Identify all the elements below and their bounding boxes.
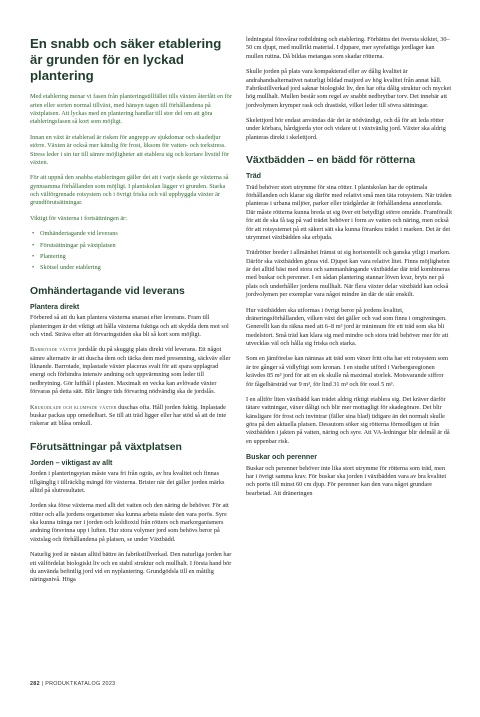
list-item: • Omhändertagande vid leverans bbox=[30, 230, 234, 238]
page-footer bbox=[30, 681, 115, 687]
list-item: • Skötsel under etablering bbox=[30, 264, 234, 272]
right-column bbox=[246, 36, 452, 505]
body-paragraph: Buskar och perenner behöver inte lika stort utrymme för rötterna som träd, men har i övrigt samma krav. För buskar ska jorden i växtbädden vara av bra kvalitet och porös till minst 60 cm djup. För perenner kan den vara något grundare bearbetad. Att dräneringen bbox=[246, 464, 447, 497]
body-paragraph: Hur växtbädden ska utformas i övrigt beror på jordens kvalitet, dräneringsförhållanden, vilken växt det gäller och vad som finns i omgivningen. Generellt kan du räkna med att 6–8 m³ jord är minimum för ett träd som ska bli medelstort. Små träd kan klara sig med mindre och stora träd behöver mer för att utvecklas väl och hålla sig friska och starka. bbox=[246, 306, 449, 347]
catalog-label: PRODUKTKATALOG 2023 bbox=[45, 681, 116, 687]
body-paragraph: Skelettjord bör endast användas där det är nödvändigt, och då för att leda rötter under körbara, hårdgjorda ytor och vidare ut i växtvänlig jord. Växter ska aldrig planteras direkt i skelettjord. bbox=[246, 117, 446, 141]
body-text: duschas ofta. Håll jorden fuktig. Inplastade buskar packas upp omedelbart. Se till att träd ligger eller har stöd så att de inte riskerar att blåsa omkull. bbox=[30, 403, 227, 428]
body-text: jordslår du på skuggig plats direkt vid leverans. Ett något sämre alternativ är att duscha dem och täcka dem med presenning, säckväv eller liknande. Barrotade, inplastade växter placeras svalt för att spara upplagrad energi och förhindra intensiv andning och uppvärmning som leder till nedbrytning. Gör lufthål i plasten. Maximalt en vecka kan avlövade växter förvaras på detta sätt. Blir längre tids förvaring nödvändig ska de jordslås. bbox=[30, 346, 231, 396]
page-title: En snabb och säker etablering är grunden för en lyckad plantering bbox=[30, 36, 222, 84]
body-paragraph bbox=[30, 346, 234, 396]
page-number: 282 bbox=[30, 681, 40, 687]
subsection-heading: Plantera direkt bbox=[30, 302, 80, 311]
body-paragraph: Jorden i planteringsytan måste vara fri från ogräs, av bra kvalitet och finnas tillgänglig i tillräcklig mängd för växterna. Brister när det gäller jorden märks alltid på slutresultatet. bbox=[30, 470, 225, 494]
body-paragraph: Träd behöver stort utrymme för sina rötter. I plantskolan har de optimala förhållanden och klarar sig därför med relativt små men täta rotsystem. När träden planteras i urbana miljöer, parker eller trädgårdar är förhållandena annorlunda. Där måste rötterna kunna breda ut sig över ett betydligt större område. Framförallt för att de ska få tag på vad trädet behöver i form av vatten och näring, men också för att rotsystemet på ett säkert sätt ska kunna förankra trädet i marken. Det är det utrymmet växtbädden ska erbjuda. bbox=[246, 183, 453, 241]
section-heading: Omhändertagande vid leverans bbox=[30, 285, 185, 297]
intro-paragraph: Viktigt för växterna i fortsättningen är: bbox=[30, 214, 127, 222]
run-in-heading: Krukodlade och klumpade växter bbox=[30, 403, 117, 411]
body-paragraph: I en alltför liten växtbädd kan trädet aldrig riktigt etablera sig. Det kräver därför tätare vattningar, växer dåligt och blir mer mottagligt för skadegörare. Det blir känsligare för frost och invintrar (fäller sina blad) tidigare än det normalt skulle göra på den aktuella platsen. Dessutom söker sig rötterna förmodligen ut från växtbädden i jakten på vatten, näring och syre. Att VA-ledningar blir delmål är då en uppenbar risk. bbox=[246, 395, 450, 445]
subsection-heading: Buskar och perenner bbox=[246, 453, 317, 462]
section-heading: Växtbädden – en bädd för rötterna bbox=[246, 155, 416, 167]
body-paragraph: Jorden ska förse växterna med allt det vatten och den näring de behöver. För att rötter och alla jordens organismer ska kunna arbeta måste den vara porös. Syre ska kunna tränga ner i jorden och koldioxid från rötters och markorganismers andning försvinna upp i luften. Hur stora volymer jord som behövs beror på växtslag och förhållandena på platsen, se under Växtbädd. bbox=[30, 502, 229, 543]
body-paragraph: Förbered så att du kan plantera växterna snarast efter leverans. Fram till planteringen är det viktigt att hålla växterna fuktiga och att skydda dem mot sol och vind. Sträva efter att förvaringstiden ska bli så kort som möjligt. bbox=[30, 314, 229, 338]
footer-separator: | bbox=[41, 681, 46, 687]
bullet-list bbox=[30, 230, 234, 273]
intro-paragraph: För att uppnå den snabba etableringen gäller det att i varje skede ge växterna så gynnsamma förhållanden som möjligt. I plantskolan lägger vi grunden. Starka och välförgrenade rotsystem och i övrigt friska och väl uppbyggda växter är grundförutsättningar. bbox=[30, 174, 229, 207]
body-paragraph: Som en jämförelse kan nämnas att träd som växer fritt ofta har ett rotsystem som är tre gånger så vidlyftigt som kronan. I en studie utförd i Varbergsregionen krävdes 85 m³ jord för att en ek skulle nå maximal storlek. Motsvarande siffror för fågelbärsträd var 9 m³, för lind 31 m³ och för oxel 5 m³. bbox=[246, 355, 449, 388]
list-item: • Förutsättningar på växtplatsen bbox=[30, 242, 234, 250]
body-paragraph: Skulle jorden på plats vara kompakterad eller av dålig kvalitet är andrahandsalternativet naturligt bildad matjord av hög kvalitet från annat håll. Fabrikstillverkad jord saknar biologiskt liv, den har ofta dålig struktur och mycket hög mullhalt. Mullen består som regel av snabbt nedbrytbar torv. Det innebär att jordvolymen krymper rask och drastiskt, vilket leder till sövra sättningar. bbox=[246, 68, 452, 109]
body-paragraph: Naturlig jord är nästan alltid bättre än fabrikstillverkad. Den naturliga jorden har ett välfördelat biologiskt liv och en stabil struktur och mullhalt. I första hand bör du använda befintlig jord vid en nyplantering. Grundgödsla till en måttlig näringsnivå. Höga bbox=[30, 551, 232, 584]
subsection-heading: Jorden – viktigast av allt bbox=[30, 458, 113, 467]
intro-paragraph: Innan en växt är etablerad är risken för angrepp av sjukdomar och skadedjur större. Växten är också mer känslig för frost, liksom för vatten- och torkstress. Stress leder i sin tur till sämre möjligheter att etablera sig och kortare livstid för växten. bbox=[30, 133, 229, 166]
body-paragraph bbox=[30, 404, 234, 429]
section-heading: Förutsättningar på växtplatsen bbox=[30, 441, 182, 453]
run-in-heading: Barrotade växter bbox=[30, 346, 77, 354]
subsection-heading: Träd bbox=[246, 172, 261, 181]
list-item: • Plantering bbox=[30, 253, 234, 261]
body-paragraph: Trädrötter breder i allmänhet främst ut sig horisontellt och ganska ytligt i marken. Därför ska växtbädden göras vid. Djupet kan vara relativt litet. Finns möjligheten är det alltid bäst med stora och sammanhängande växtbäddar där träd kombineras med buskar och perenner. I en sådan plantering stannar löven kvar, bryts ner på plats och underhåller jordens mullhalt. När flera växter delar växtbädd kan också jordvolymen per exemplar vara något mindre än där de står enskilt. bbox=[246, 249, 451, 299]
body-paragraph: ledningstal försvårar rotbildning och etablering. Förbättra det översta skiktet, 30–50 cm djupt, med mullrikt material. I djupare, mer syrefattiga jordlager kan mullen ruttna. Då bildas metangas som skadar rötterna. bbox=[246, 36, 450, 60]
left-column bbox=[30, 36, 234, 592]
intro-paragraph: Med etablering menar vi fasen från planteringstillfället tills växten återfått en för arten eller sorten normal tillväxt, med hänsyn tagen till förhållandena på växtplatsen. Att lyckas med en plantering handlar till stor del om att göra etableringsfasen så kort som möjligt. bbox=[30, 93, 232, 126]
